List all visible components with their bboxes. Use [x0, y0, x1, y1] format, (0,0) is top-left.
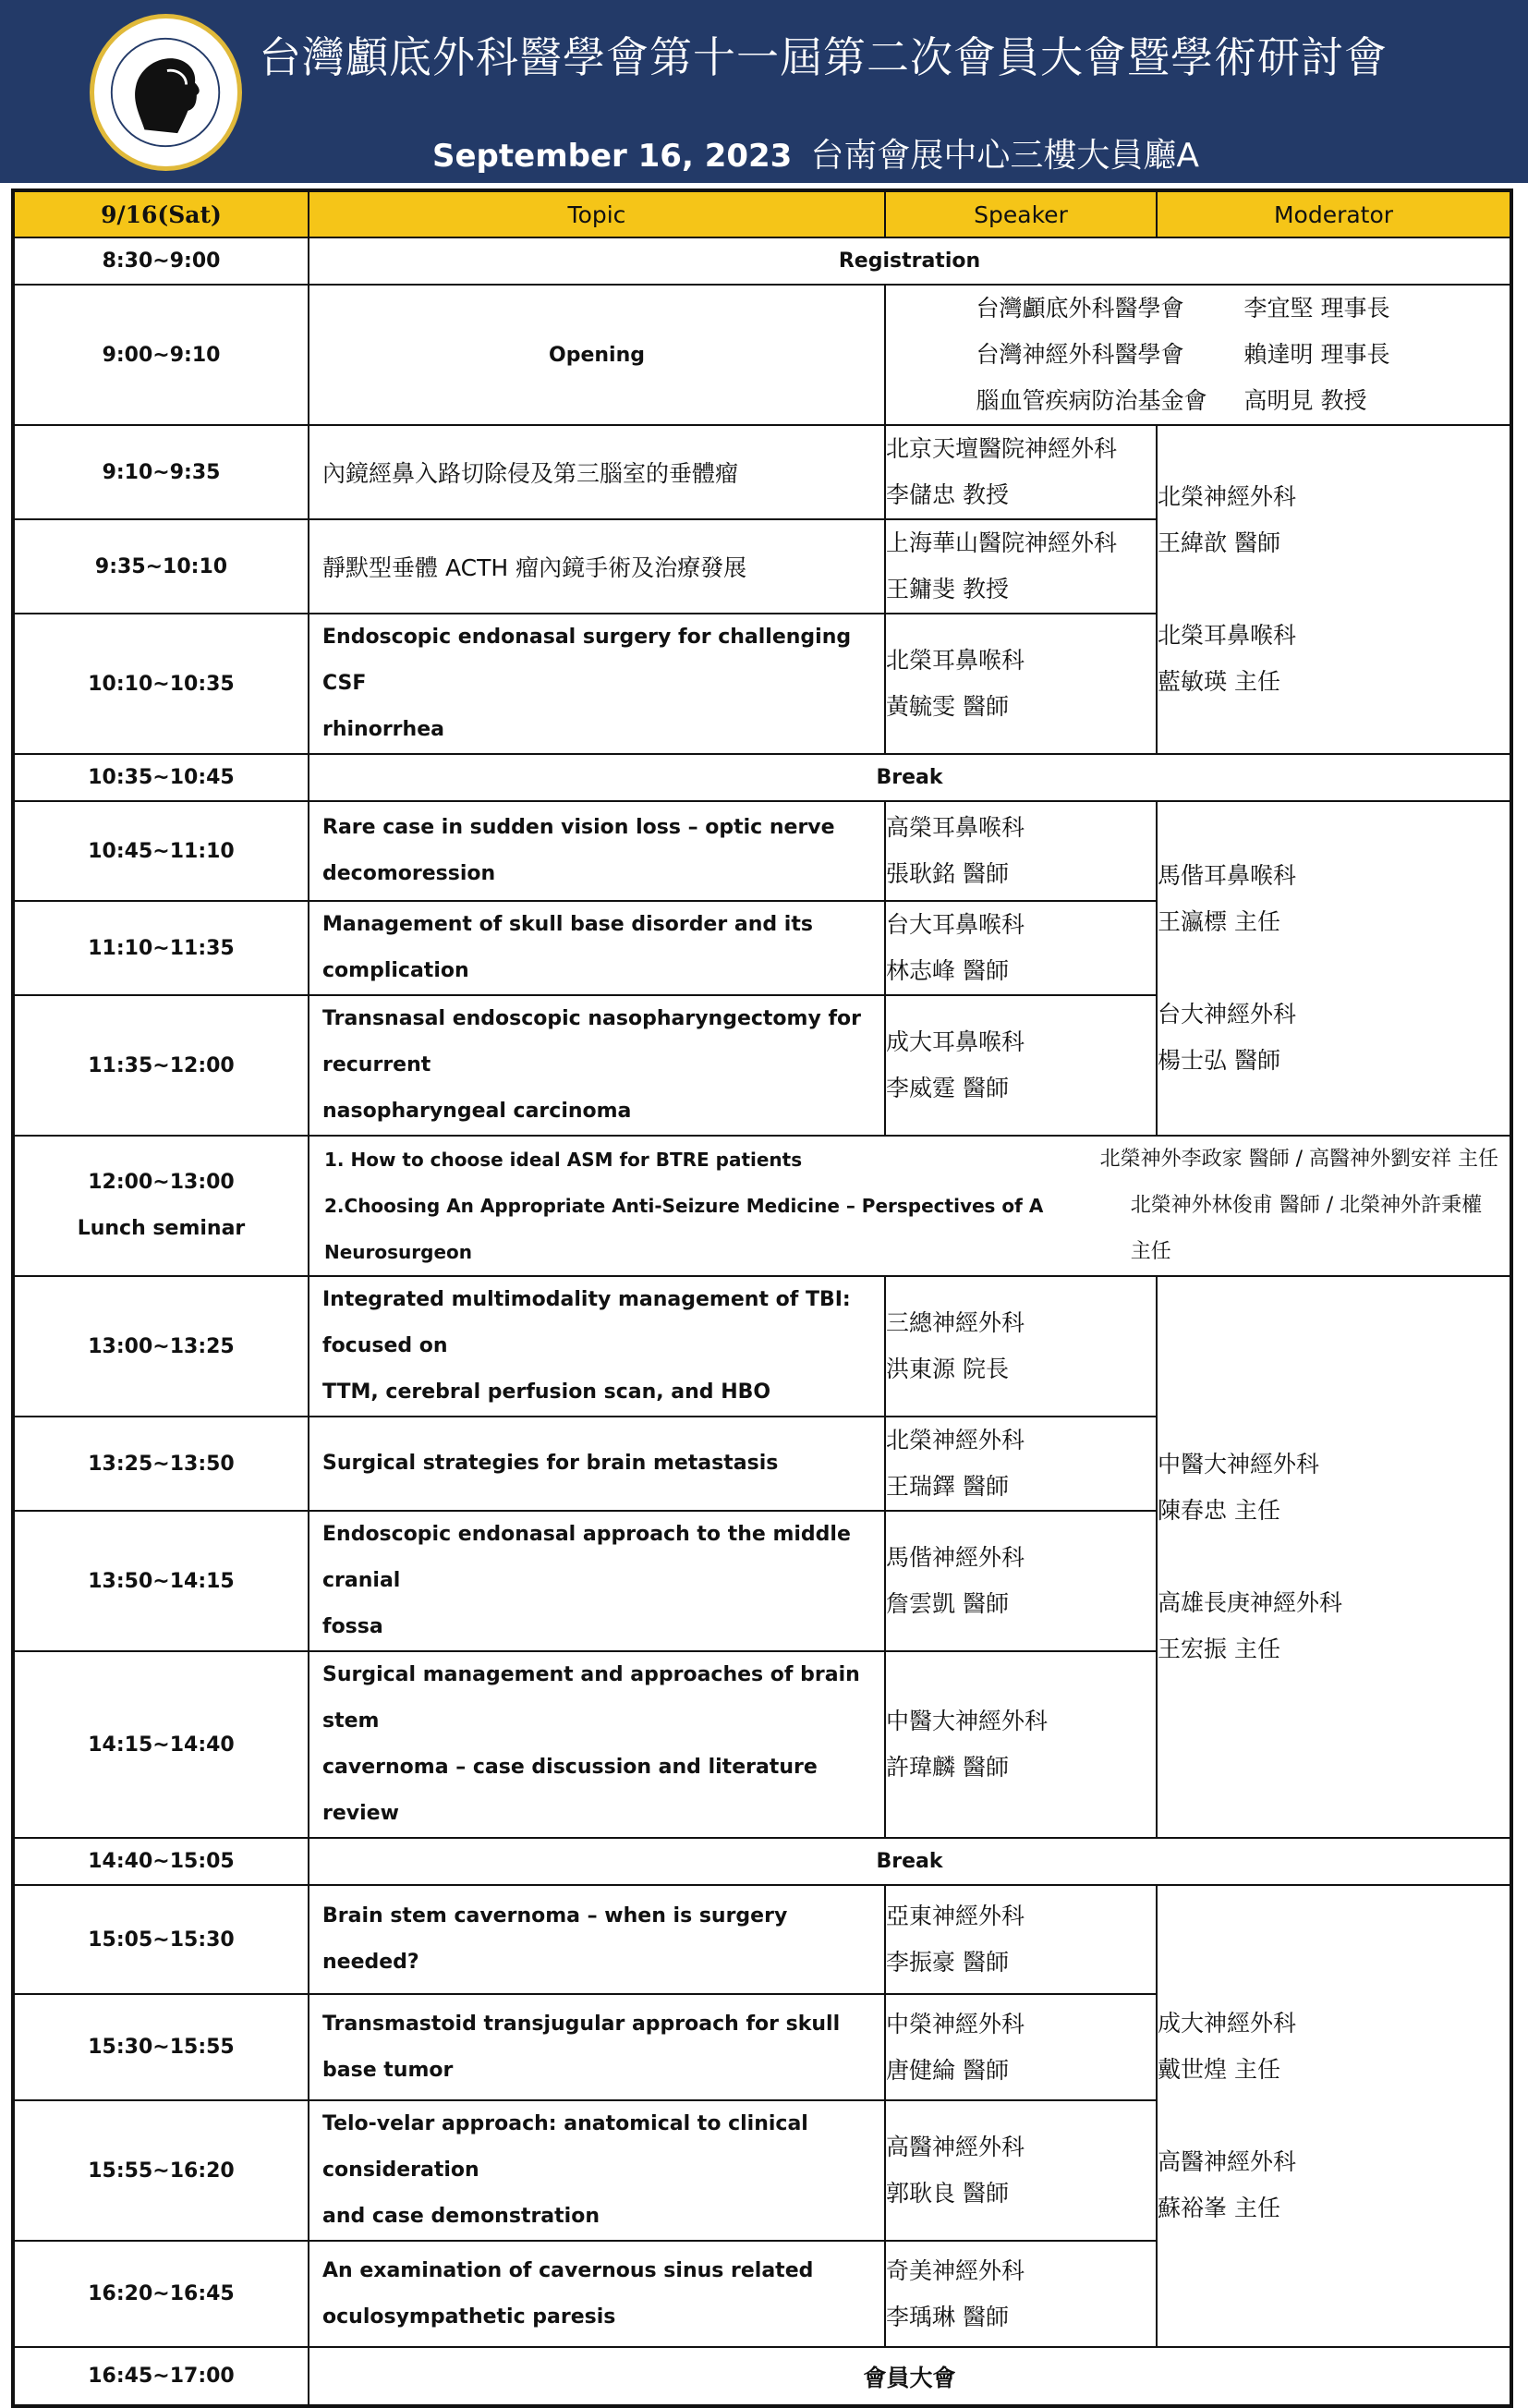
opening-label: Opening	[309, 285, 885, 425]
time-cell: 10:10~10:35	[13, 614, 309, 754]
break-label: Break	[309, 754, 1511, 801]
header-speaker: Speaker	[885, 190, 1157, 237]
topic-cell: 內鏡經鼻入路切除侵及第三腦室的垂體瘤	[309, 425, 885, 519]
time-cell: 11:10~11:35	[13, 901, 309, 995]
time-cell: 12:00~13:00 Lunch seminar	[13, 1136, 309, 1276]
speaker-cell: 北京天壇醫院神經外科 李儲忠 教授	[885, 425, 1157, 519]
time-cell: 13:50~14:15	[13, 1511, 309, 1651]
society-logo	[90, 14, 242, 171]
time-cell: 10:45~11:10	[13, 801, 309, 901]
time-cell: 8:30~9:00	[13, 237, 309, 285]
moderator-cell: 馬偕耳鼻喉科 王瀛標 主任 台大神經外科 楊士弘 醫師	[1157, 801, 1511, 1136]
topic-cell: Rare case in sudden vision loss – optic nerve decomoression	[309, 801, 885, 901]
member-meeting-label: 會員大會	[309, 2347, 1511, 2406]
topic-cell: Surgical strategies for brain metastasis	[309, 1417, 885, 1511]
table-row	[13, 2347, 1511, 2406]
event-date-venue	[432, 129, 1199, 176]
time-cell: 15:55~16:20	[13, 2100, 309, 2241]
time-cell: 11:35~12:00	[13, 995, 309, 1136]
table-row	[13, 754, 1511, 801]
time-cell: 13:00~13:25	[13, 1276, 309, 1417]
topic-cell: Endoscopic endonasal surgery for challenging CSF rhinorrhea	[309, 614, 885, 754]
table-row	[13, 1838, 1511, 1885]
speaker-cell: 三總神經外科 洪東源 院長	[885, 1276, 1157, 1417]
time-cell: 10:35~10:45	[13, 754, 309, 801]
topic-cell: Telo-velar approach: anatomical to clinical consideration and case demonstration	[309, 2100, 885, 2241]
speaker-cell: 高榮耳鼻喉科 張耿銘 醫師	[885, 801, 1157, 901]
break-label: Break	[309, 1838, 1511, 1885]
speaker-cell: 亞東神經外科 李振豪 醫師	[885, 1885, 1157, 1994]
speaker-cell: 北榮神經外科 王瑞鐸 醫師	[885, 1417, 1157, 1511]
moderator-cell: 成大神經外科 戴世煌 主任 高醫神經外科 蘇裕峯 主任	[1157, 1885, 1511, 2347]
table-row	[13, 237, 1511, 285]
header-topic: Topic	[309, 190, 885, 237]
table-row	[13, 1885, 1511, 1994]
speaker-cell: 成大耳鼻喉科 李威霆 醫師	[885, 995, 1157, 1136]
speaker-cell: 奇美神經外科 李瑀琳 醫師	[885, 2241, 1157, 2347]
header-date: 9/16(Sat)	[13, 190, 309, 237]
time-cell: 9:35~10:10	[13, 519, 309, 614]
time-cell: 9:10~9:35	[13, 425, 309, 519]
table-row	[13, 1276, 1511, 1417]
table-header-row	[13, 190, 1511, 237]
topic-cell: Endoscopic endonasal approach to the middle cranial fossa	[309, 1511, 885, 1651]
topic-cell: Integrated multimodality management of TBI: focused on TTM, cerebral perfusion scan, and HBO	[309, 1276, 885, 1417]
time-cell: 13:25~13:50	[13, 1417, 309, 1511]
speaker-cell: 馬偕神經外科 詹雲凱 醫師	[885, 1511, 1157, 1651]
topic-cell: An examination of cavernous sinus related oculosympathetic paresis	[309, 2241, 885, 2347]
topic-cell: Transnasal endoscopic nasopharyngectomy for recurrent nasopharyngeal carcinoma	[309, 995, 885, 1136]
lunch-seminar-cell	[309, 1136, 1511, 1276]
opening-line: 腦血管疾病防治基金會 高明見 教授	[976, 387, 1367, 414]
speaker-cell: 中醫大神經外科 許瑋麟 醫師	[885, 1651, 1157, 1838]
lunch-item: 1. How to choose ideal ASM for BTRE patients 北榮神外李政家 醫師 / 高醫神外劉安祥 主任	[324, 1148, 1498, 1171]
opening-line: 台灣顱底外科醫學會 李宜堅 理事長	[976, 295, 1390, 322]
page-header	[0, 0, 1528, 183]
moderator-cell: 北榮神經外科 王緯歆 醫師 北榮耳鼻喉科 藍敏瑛 主任	[1157, 425, 1511, 754]
topic-cell: Brain stem cavernoma – when is surgery needed?	[309, 1885, 885, 1994]
time-cell: 16:20~16:45	[13, 2241, 309, 2347]
topic-cell: 靜默型垂體 ACTH 瘤內鏡手術及治療發展	[309, 519, 885, 614]
topic-cell: Surgical management and approaches of brain stem cavernoma – case discussion and literature review	[309, 1651, 885, 1838]
time-cell: 14:40~15:05	[13, 1838, 309, 1885]
table-row	[13, 425, 1511, 519]
speaker-cell: 台大耳鼻喉科 林志峰 醫師	[885, 901, 1157, 995]
time-cell: 14:15~14:40	[13, 1651, 309, 1838]
table-row	[13, 285, 1511, 425]
event-title: 台灣顱底外科醫學會第十一屆第二次會員大會暨學術研討會	[259, 32, 1388, 82]
speaker-cell: 上海華山醫院神經外科 王鏞斐 教授	[885, 519, 1157, 614]
opening-line: 台灣神經外科醫學會 賴達明 理事長	[976, 341, 1390, 368]
time-cell: 15:30~15:55	[13, 1994, 309, 2100]
speaker-cell: 北榮耳鼻喉科 黃毓雯 醫師	[885, 614, 1157, 754]
header-moderator: Moderator	[1157, 190, 1511, 237]
topic-cell: Transmastoid transjugular approach for skull base tumor	[309, 1994, 885, 2100]
time-cell: 15:05~15:30	[13, 1885, 309, 1994]
table-row	[13, 801, 1511, 901]
lunch-item: 2.Choosing An Appropriate Anti-Seizure Medicine – Perspectives of A Neurosurgeon 北榮神外林俊甫 醫師 / 北榮神外許秉權 主任	[324, 1194, 1483, 1263]
registration-label: Registration	[309, 237, 1511, 285]
moderator-cell: 中醫大神經外科 陳春忠 主任 高雄長庚神經外科 王宏振 主任	[1157, 1276, 1511, 1838]
topic-cell: Management of skull base disorder and its complication	[309, 901, 885, 995]
time-cell: 16:45~17:00	[13, 2347, 309, 2406]
schedule-table	[11, 189, 1513, 2408]
event-date: September 16, 2023	[432, 138, 793, 175]
speaker-cell: 中榮神經外科 唐健綸 醫師	[885, 1994, 1157, 2100]
speaker-cell: 高醫神經外科 郭耿良 醫師	[885, 2100, 1157, 2241]
opening-speakers	[885, 285, 1511, 425]
event-venue: 台南會展中心三樓大員廳A	[810, 137, 1199, 175]
table-row	[13, 1136, 1511, 1276]
time-cell: 9:00~9:10	[13, 285, 309, 425]
